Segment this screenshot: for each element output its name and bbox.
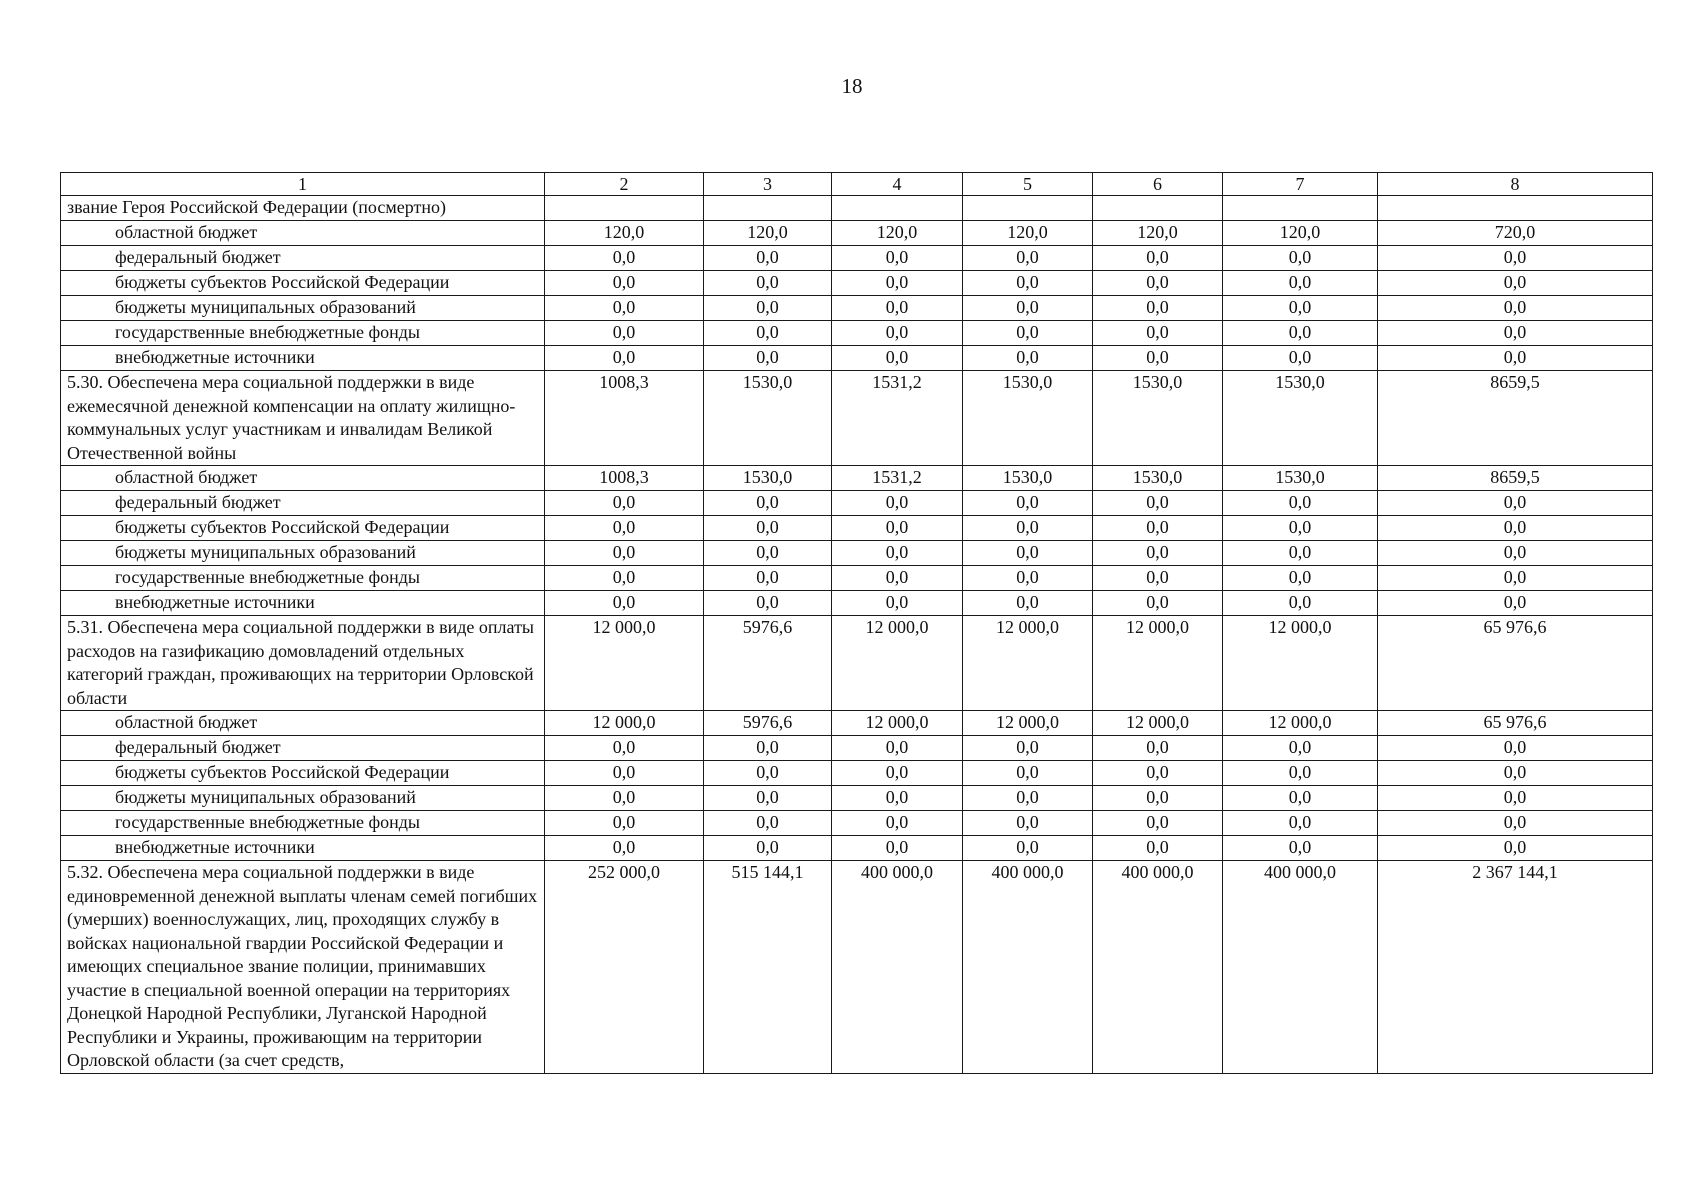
value-cell: 8659,5: [1378, 371, 1653, 466]
value-cell: 0,0: [704, 346, 832, 371]
value-cell: 0,0: [704, 246, 832, 271]
value-cell: 0,0: [1093, 836, 1223, 861]
column-header: 5: [963, 173, 1093, 196]
value-cell: 0,0: [1093, 346, 1223, 371]
value-cell: 0,0: [1223, 321, 1378, 346]
value-cell: 0,0: [545, 516, 704, 541]
value-cell: 400 000,0: [1223, 861, 1378, 1074]
value-cell: 120,0: [704, 221, 832, 246]
value-cell: 0,0: [963, 296, 1093, 321]
value-cell: 120,0: [963, 221, 1093, 246]
funding-source-label: внебюджетные источники: [61, 591, 545, 616]
value-cell: 0,0: [545, 811, 704, 836]
funding-source-label: федеральный бюджет: [61, 491, 545, 516]
value-cell: 0,0: [545, 296, 704, 321]
value-cell: 0,0: [832, 321, 963, 346]
funding-source-label: федеральный бюджет: [61, 736, 545, 761]
value-cell: 0,0: [1093, 786, 1223, 811]
funding-source-label: бюджеты муниципальных образований: [61, 541, 545, 566]
value-cell: 0,0: [832, 541, 963, 566]
value-cell: 0,0: [704, 836, 832, 861]
measure-row: [61, 616, 1653, 711]
funding-source-label: внебюджетные источники: [61, 346, 545, 371]
value-cell: 400 000,0: [832, 861, 963, 1074]
value-cell: 0,0: [963, 761, 1093, 786]
value-cell: 0,0: [1093, 296, 1223, 321]
value-cell: 1531,2: [832, 466, 963, 491]
value-cell: 0,0: [963, 541, 1093, 566]
value-cell: 0,0: [1378, 591, 1653, 616]
column-header: 4: [832, 173, 963, 196]
value-cell: 0,0: [1223, 566, 1378, 591]
value-cell: 0,0: [1223, 296, 1378, 321]
value-cell: 0,0: [1378, 491, 1653, 516]
value-cell: 0,0: [1378, 271, 1653, 296]
value-cell: 1530,0: [1093, 371, 1223, 466]
value-cell: 0,0: [1378, 761, 1653, 786]
value-cell: [963, 196, 1093, 221]
value-cell: 120,0: [1223, 221, 1378, 246]
value-cell: 0,0: [1378, 516, 1653, 541]
value-cell: 5976,6: [704, 711, 832, 736]
value-cell: 0,0: [832, 516, 963, 541]
funding-source-label: бюджеты субъектов Российской Федерации: [61, 761, 545, 786]
value-cell: 0,0: [963, 271, 1093, 296]
value-cell: 0,0: [832, 246, 963, 271]
funding-source-row: [61, 761, 1653, 786]
value-cell: 0,0: [963, 836, 1093, 861]
value-cell: 0,0: [1223, 246, 1378, 271]
funding-source-row: [61, 786, 1653, 811]
value-cell: 0,0: [963, 491, 1093, 516]
column-header: 8: [1378, 173, 1653, 196]
value-cell: 0,0: [963, 346, 1093, 371]
value-cell: 0,0: [1093, 566, 1223, 591]
value-cell: 0,0: [1378, 246, 1653, 271]
value-cell: 0,0: [1378, 736, 1653, 761]
value-cell: 0,0: [963, 786, 1093, 811]
value-cell: 0,0: [704, 271, 832, 296]
value-cell: 0,0: [704, 761, 832, 786]
funding-source-row: [61, 591, 1653, 616]
value-cell: 400 000,0: [1093, 861, 1223, 1074]
page-number: 18: [841, 74, 863, 98]
value-cell: 1530,0: [704, 466, 832, 491]
value-cell: 65 976,6: [1378, 711, 1653, 736]
value-cell: 0,0: [1223, 346, 1378, 371]
value-cell: 0,0: [1378, 836, 1653, 861]
value-cell: 0,0: [832, 491, 963, 516]
header-row: [61, 173, 1653, 196]
column-header: 3: [704, 173, 832, 196]
funding-source-label: бюджеты муниципальных образований: [61, 786, 545, 811]
value-cell: 1530,0: [1223, 466, 1378, 491]
value-cell: 12 000,0: [1093, 616, 1223, 711]
value-cell: 12 000,0: [545, 616, 704, 711]
funding-source-row: [61, 246, 1653, 271]
value-cell: 0,0: [1093, 321, 1223, 346]
column-header: 6: [1093, 173, 1223, 196]
value-cell: 0,0: [1223, 836, 1378, 861]
value-cell: 0,0: [704, 811, 832, 836]
funding-source-row: [61, 346, 1653, 371]
funding-source-row: [61, 566, 1653, 591]
value-cell: 120,0: [832, 221, 963, 246]
value-cell: 120,0: [1093, 221, 1223, 246]
value-cell: 0,0: [1378, 566, 1653, 591]
value-cell: 0,0: [963, 246, 1093, 271]
value-cell: 720,0: [1378, 221, 1653, 246]
value-cell: 0,0: [1378, 296, 1653, 321]
funding-source-row: [61, 321, 1653, 346]
value-cell: 0,0: [545, 566, 704, 591]
value-cell: 12 000,0: [1223, 616, 1378, 711]
value-cell: 12 000,0: [1093, 711, 1223, 736]
value-cell: 0,0: [1093, 246, 1223, 271]
value-cell: 0,0: [1223, 786, 1378, 811]
value-cell: [545, 196, 704, 221]
value-cell: 0,0: [963, 811, 1093, 836]
value-cell: 0,0: [1223, 271, 1378, 296]
funding-source-label: государственные внебюджетные фонды: [61, 811, 545, 836]
value-cell: [1093, 196, 1223, 221]
funding-source-row: [61, 296, 1653, 321]
value-cell: 2 367 144,1: [1378, 861, 1653, 1074]
value-cell: 0,0: [704, 321, 832, 346]
funding-source-label: федеральный бюджет: [61, 246, 545, 271]
measure-description: звание Героя Российской Федерации (посмертно): [61, 196, 545, 221]
value-cell: 0,0: [545, 346, 704, 371]
value-cell: [704, 196, 832, 221]
measure-description: 5.32. Обеспечена мера социальной поддержки в виде единовременной денежной выплаты членам семей погибших (умерших) военнослужащих, лиц, проходящих службу в войсках национальной гвардии Российской Федерации и имеющих специальное звание полиции, принимавших участие в специальной военной операции на территориях Донецкой Народной Республики, Луганской Народной Республики и Украины, проживающим на территории Орловской области (за счет средств,: [61, 861, 545, 1074]
funding-source-label: бюджеты субъектов Российской Федерации: [61, 271, 545, 296]
funding-source-label: бюджеты субъектов Российской Федерации: [61, 516, 545, 541]
value-cell: 0,0: [545, 786, 704, 811]
funding-source-label: областной бюджет: [61, 221, 545, 246]
value-cell: 0,0: [1378, 811, 1653, 836]
value-cell: 0,0: [1223, 491, 1378, 516]
value-cell: 0,0: [545, 541, 704, 566]
funding-source-row: [61, 711, 1653, 736]
value-cell: 0,0: [704, 541, 832, 566]
value-cell: 12 000,0: [832, 616, 963, 711]
value-cell: 1530,0: [704, 371, 832, 466]
value-cell: 0,0: [1223, 516, 1378, 541]
value-cell: 0,0: [832, 566, 963, 591]
funding-source-row: [61, 541, 1653, 566]
value-cell: 0,0: [963, 566, 1093, 591]
funding-source-row: [61, 516, 1653, 541]
funding-source-row: [61, 811, 1653, 836]
measure-row: [61, 371, 1653, 466]
value-cell: 1530,0: [963, 371, 1093, 466]
funding-source-label: бюджеты муниципальных образований: [61, 296, 545, 321]
value-cell: 0,0: [832, 591, 963, 616]
value-cell: 120,0: [545, 221, 704, 246]
value-cell: 12 000,0: [963, 711, 1093, 736]
value-cell: 0,0: [963, 591, 1093, 616]
value-cell: 0,0: [832, 736, 963, 761]
measure-description: 5.31. Обеспечена мера социальной поддержки в виде оплаты расходов на газификацию домовладений отдельных категорий граждан, проживающих на территории Орловской области: [61, 616, 545, 711]
value-cell: 0,0: [1223, 761, 1378, 786]
value-cell: 0,0: [545, 491, 704, 516]
value-cell: [1223, 196, 1378, 221]
value-cell: 0,0: [545, 246, 704, 271]
funding-source-label: государственные внебюджетные фонды: [61, 566, 545, 591]
value-cell: 1008,3: [545, 371, 704, 466]
value-cell: 0,0: [545, 591, 704, 616]
measure-row: [61, 196, 1653, 221]
value-cell: 515 144,1: [704, 861, 832, 1074]
value-cell: 12 000,0: [545, 711, 704, 736]
value-cell: 0,0: [545, 836, 704, 861]
funding-source-row: [61, 271, 1653, 296]
value-cell: 0,0: [1093, 591, 1223, 616]
value-cell: 400 000,0: [963, 861, 1093, 1074]
funding-source-row: [61, 736, 1653, 761]
funding-source-row: [61, 836, 1653, 861]
value-cell: 12 000,0: [832, 711, 963, 736]
value-cell: 0,0: [1223, 811, 1378, 836]
value-cell: 0,0: [545, 321, 704, 346]
value-cell: 1530,0: [1223, 371, 1378, 466]
value-cell: 0,0: [1223, 541, 1378, 566]
value-cell: 5976,6: [704, 616, 832, 711]
value-cell: 0,0: [1093, 541, 1223, 566]
budget-table: [60, 172, 1653, 1074]
column-header: 2: [545, 173, 704, 196]
value-cell: 0,0: [1378, 786, 1653, 811]
value-cell: 0,0: [832, 836, 963, 861]
value-cell: 0,0: [1093, 736, 1223, 761]
value-cell: 252 000,0: [545, 861, 704, 1074]
value-cell: 0,0: [963, 321, 1093, 346]
value-cell: 0,0: [1093, 271, 1223, 296]
value-cell: 0,0: [704, 786, 832, 811]
value-cell: 0,0: [963, 516, 1093, 541]
value-cell: 0,0: [704, 516, 832, 541]
value-cell: 0,0: [1223, 591, 1378, 616]
funding-source-label: внебюджетные источники: [61, 836, 545, 861]
funding-source-row: [61, 466, 1653, 491]
value-cell: 1008,3: [545, 466, 704, 491]
value-cell: 1531,2: [832, 371, 963, 466]
value-cell: 65 976,6: [1378, 616, 1653, 711]
value-cell: 0,0: [704, 566, 832, 591]
column-header: 1: [61, 173, 545, 196]
value-cell: 8659,5: [1378, 466, 1653, 491]
funding-source-label: областной бюджет: [61, 466, 545, 491]
value-cell: 0,0: [1378, 346, 1653, 371]
value-cell: 0,0: [832, 786, 963, 811]
measure-row: [61, 861, 1653, 1074]
value-cell: 1530,0: [963, 466, 1093, 491]
value-cell: 0,0: [1378, 321, 1653, 346]
value-cell: 0,0: [704, 591, 832, 616]
value-cell: 0,0: [545, 761, 704, 786]
value-cell: 0,0: [704, 296, 832, 321]
funding-source-label: областной бюджет: [61, 711, 545, 736]
value-cell: 0,0: [1093, 761, 1223, 786]
value-cell: 0,0: [545, 736, 704, 761]
value-cell: [1378, 196, 1653, 221]
value-cell: 0,0: [545, 271, 704, 296]
value-cell: 0,0: [704, 491, 832, 516]
value-cell: 0,0: [832, 296, 963, 321]
funding-source-row: [61, 491, 1653, 516]
funding-source-label: государственные внебюджетные фонды: [61, 321, 545, 346]
value-cell: 0,0: [1223, 736, 1378, 761]
value-cell: 0,0: [1093, 516, 1223, 541]
value-cell: 0,0: [1093, 811, 1223, 836]
measure-description: 5.30. Обеспечена мера социальной поддержки в виде ежемесячной денежной компенсации на оплату жилищно-коммунальных услуг участникам и инвалидам Великой Отечественной войны: [61, 371, 545, 466]
value-cell: 0,0: [832, 271, 963, 296]
value-cell: 0,0: [1093, 491, 1223, 516]
value-cell: [832, 196, 963, 221]
value-cell: 0,0: [963, 736, 1093, 761]
funding-source-row: [61, 221, 1653, 246]
value-cell: 0,0: [832, 761, 963, 786]
value-cell: 0,0: [1378, 541, 1653, 566]
value-cell: 0,0: [704, 736, 832, 761]
value-cell: 1530,0: [1093, 466, 1223, 491]
column-header: 7: [1223, 173, 1378, 196]
value-cell: 0,0: [832, 346, 963, 371]
value-cell: 12 000,0: [963, 616, 1093, 711]
table-body: [61, 173, 1653, 1074]
value-cell: 0,0: [832, 811, 963, 836]
value-cell: 12 000,0: [1223, 711, 1378, 736]
